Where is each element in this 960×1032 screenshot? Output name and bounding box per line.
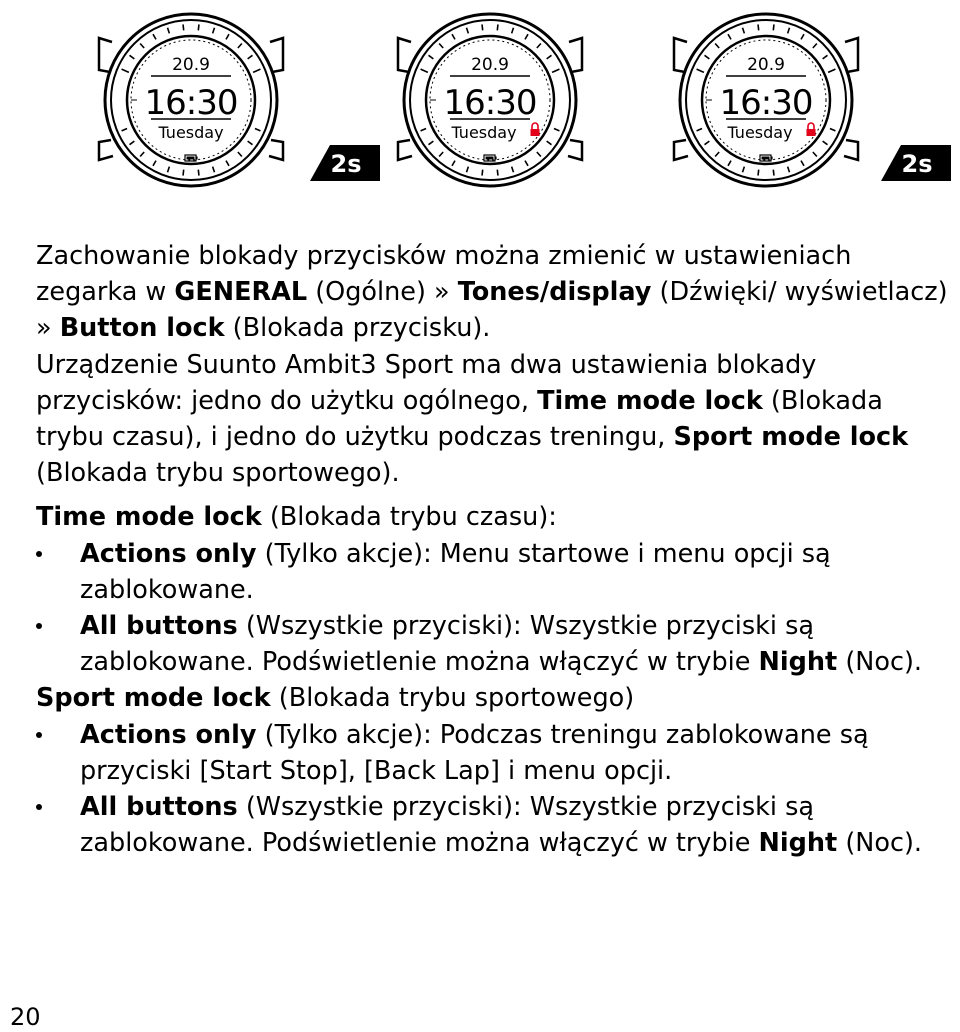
text-run: Zachowanie blokady przycisków można zmienić w ustawieniach zegarka w bbox=[36, 241, 852, 308]
paragraph-lock-modes bbox=[36, 347, 952, 492]
text-run: (Blokada przycisku). bbox=[224, 313, 491, 344]
term-night: Night bbox=[758, 828, 838, 859]
menu-tones-display: Tones/display bbox=[457, 277, 652, 308]
manual-text bbox=[36, 238, 952, 861]
watch-3-time: 16:30 bbox=[719, 83, 813, 123]
text-run: (Blokada trybu sportowego) bbox=[270, 683, 635, 714]
text-run: (Tylko akcje): Podczas treningu zablokowane są przyciski [Start Stop], [Back Lap] i menu opcji. bbox=[80, 719, 869, 786]
watch-3-date: 20.9 bbox=[747, 55, 785, 75]
watch-2-date: 20.9 bbox=[471, 55, 509, 75]
text-run: (Tylko akcje): Menu startowe i menu opcji są zablokowane. bbox=[80, 538, 831, 605]
term-time-mode-lock: Time mode lock bbox=[537, 385, 763, 416]
heading-time-mode-lock bbox=[36, 499, 952, 535]
text-run: (Wszystkie przyciski): Wszystkie przyciski są zablokowane. Podświetlenie można włączyć w trybie bbox=[80, 792, 815, 859]
term-night: Night bbox=[758, 647, 838, 678]
watch-3-day: Tuesday bbox=[727, 123, 793, 142]
text-run: Urządzenie Suunto Ambit3 Sport ma dwa ustawienia blokady przycisków: jedno do użytku ogólnego, bbox=[36, 349, 817, 416]
text-run: (Wszystkie przyciski): Wszystkie przyciski są zablokowane. Podświetlenie można włączyć w trybie bbox=[80, 611, 815, 678]
menu-button-lock: Button lock bbox=[59, 313, 225, 344]
watch-1-date: 20.9 bbox=[172, 55, 210, 75]
option-actions-only: Actions only bbox=[80, 719, 257, 750]
watch-2-day: Tuesday bbox=[451, 123, 517, 142]
text-run: (Blokada trybu czasu), i jedno do użytku podczas treningu, bbox=[36, 385, 883, 453]
watch-2 bbox=[398, 14, 582, 186]
hold-badge-2 bbox=[881, 145, 951, 181]
list-item bbox=[36, 536, 952, 608]
heading-sport-mode-lock bbox=[36, 680, 952, 716]
option-all-buttons: All buttons bbox=[80, 611, 238, 642]
list-item bbox=[36, 789, 952, 861]
watch-1-time: 16:30 bbox=[144, 83, 238, 123]
watch-1-day: Tuesday bbox=[158, 123, 224, 142]
list-item bbox=[36, 608, 952, 680]
list-item bbox=[36, 717, 952, 789]
text-run: (Noc). bbox=[837, 647, 923, 678]
text-run: (Blokada trybu czasu): bbox=[261, 502, 557, 533]
text-run: (Blokada trybu sportowego). bbox=[36, 458, 400, 489]
paragraph-lock-settings bbox=[36, 238, 952, 347]
hold-badge-1-label: 2s bbox=[330, 150, 362, 178]
watch-illustrations bbox=[0, 0, 960, 220]
option-actions-only: Actions only bbox=[80, 538, 257, 569]
heading-term: Time mode lock bbox=[36, 502, 262, 533]
hold-badge-1 bbox=[310, 145, 380, 181]
term-sport-mode-lock: Sport mode lock bbox=[673, 422, 909, 453]
heading-term: Sport mode lock bbox=[36, 683, 271, 714]
watch-3 bbox=[674, 14, 858, 186]
menu-general: GENERAL bbox=[174, 277, 308, 308]
text-run: (Ogólne) » bbox=[307, 277, 458, 308]
page-number: 20 bbox=[10, 1003, 41, 1031]
watch-2-time: 16:30 bbox=[443, 83, 537, 123]
hold-badge-2-label: 2s bbox=[901, 150, 933, 178]
watch-1 bbox=[99, 14, 283, 186]
text-run: (Noc). bbox=[837, 828, 923, 859]
option-all-buttons: All buttons bbox=[80, 792, 238, 823]
text-run: (Dźwięki/ wyświetlacz) » bbox=[36, 277, 948, 344]
